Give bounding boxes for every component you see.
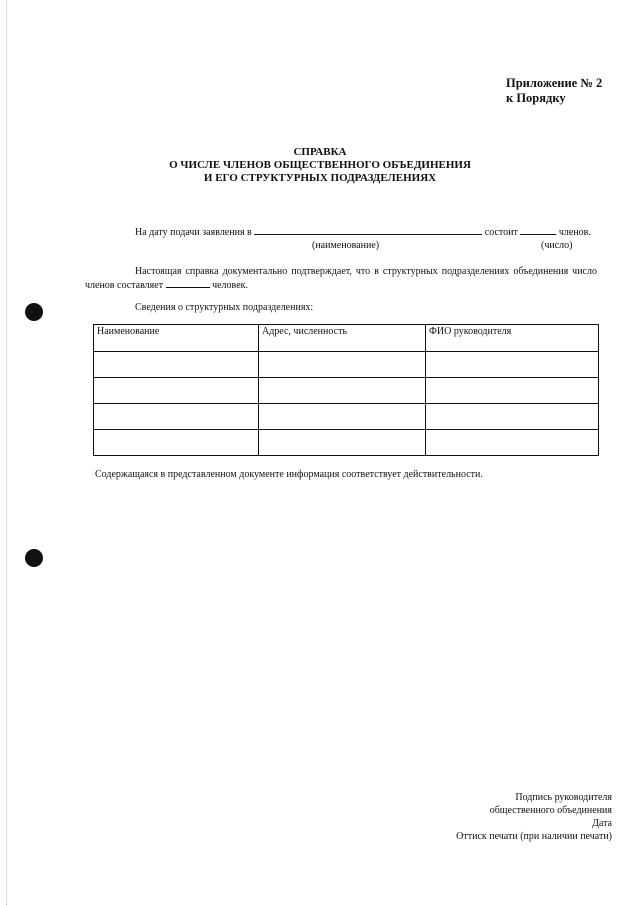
label-name: (наименование): [312, 240, 380, 251]
statement-row: [135, 225, 591, 238]
header-head-name: ФИО руководителя: [426, 325, 599, 352]
table-cell[interactable]: [259, 404, 426, 430]
punch-hole-bottom: [25, 549, 43, 567]
appendix-note: [506, 76, 602, 106]
table-cell[interactable]: [259, 378, 426, 404]
statement-prefix: На дату подачи заявления в: [135, 227, 252, 238]
subdivisions-table: [93, 324, 599, 456]
table-row: [94, 430, 599, 456]
signature-line-3: Дата: [592, 818, 612, 829]
table-cell[interactable]: [426, 352, 599, 378]
table-header-row: [94, 325, 599, 352]
header-address: Адрес, численность: [259, 325, 426, 352]
label-number: (число): [541, 240, 573, 251]
signature-line-1: Подпись руководителя: [515, 792, 612, 803]
table-cell[interactable]: [259, 430, 426, 456]
table-cell[interactable]: [259, 352, 426, 378]
paragraph-text-2: человек.: [212, 280, 248, 291]
table-row: [94, 404, 599, 430]
organization-name-field[interactable]: [254, 225, 482, 235]
table-cell[interactable]: [94, 404, 259, 430]
table-row: [94, 378, 599, 404]
title-line-3: И ЕГО СТРУКТУРНЫХ ПОДРАЗДЕЛЕНИЯХ: [203, 172, 437, 184]
table-cell[interactable]: [94, 378, 259, 404]
punch-hole-top: [25, 303, 43, 321]
subdivision-member-count-field[interactable]: [166, 278, 210, 288]
table-row: [94, 352, 599, 378]
confirmation-text: Содержащаяся в представленном документе информация соответствует действительности.: [95, 469, 483, 480]
title-line-2: О ЧИСЛЕ ЧЛЕНОВ ОБЩЕСТВЕННОГО ОБЪЕДИНЕНИЯ: [169, 159, 471, 171]
table-cell[interactable]: [94, 352, 259, 378]
header-name: Наименование: [94, 325, 259, 352]
signature-block: [456, 791, 612, 843]
signature-line-4: Оттиск печати (при наличии печати): [456, 831, 612, 842]
appendix-line-1: Приложение № 2: [506, 76, 603, 90]
confirmation-paragraph: [85, 265, 597, 292]
appendix-line-2: к Порядку: [506, 91, 566, 105]
document-title: [0, 146, 640, 185]
paragraph-text-1: Настоящая справка документально подтверждает, что в структурных подразделениях объединения число членов составляет: [85, 266, 597, 291]
signature-line-2: общественного объединения: [489, 805, 612, 816]
member-count-field[interactable]: [520, 225, 556, 235]
statement-suffix: членов.: [558, 227, 591, 238]
table-cell[interactable]: [426, 430, 599, 456]
table-cell[interactable]: [94, 430, 259, 456]
info-heading: Сведения о структурных подразделениях:: [135, 302, 314, 313]
scan-edge: [6, 0, 8, 905]
title-line-1: СПРАВКА: [293, 146, 347, 158]
statement-middle: состоит: [484, 227, 518, 238]
table-cell[interactable]: [426, 378, 599, 404]
table-cell[interactable]: [426, 404, 599, 430]
